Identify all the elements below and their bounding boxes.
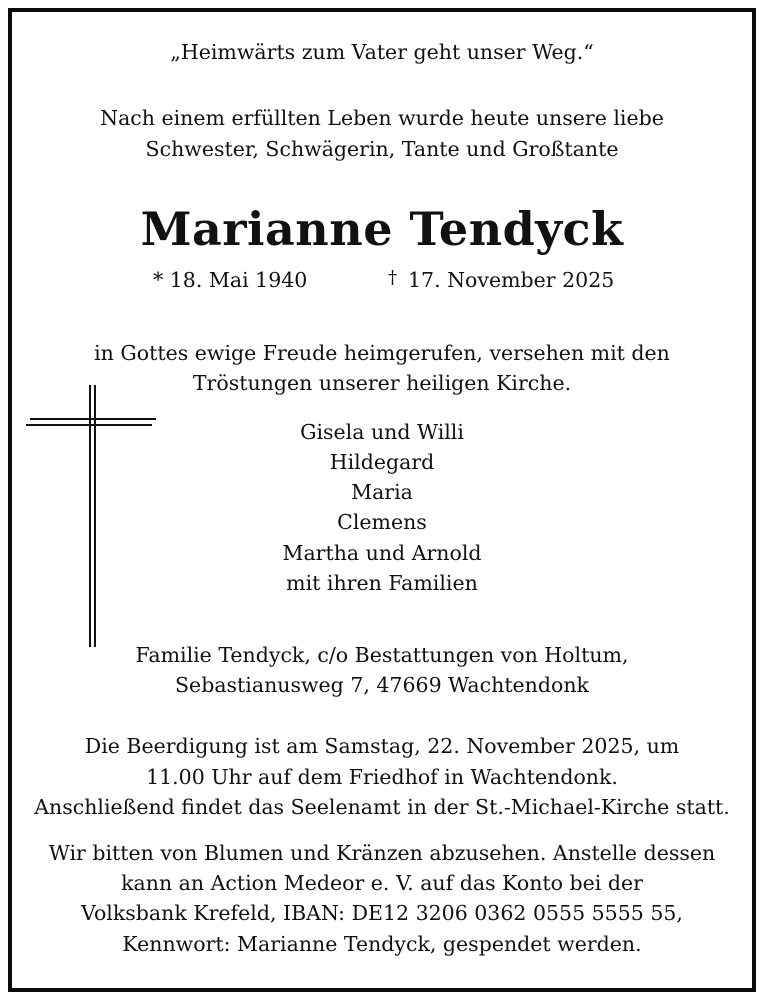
quote: „Heimwärts zum Vater geht unser Weg.“ — [170, 40, 594, 64]
donation-line: Kennwort: Marianne Tendyck, gespendet werden. — [122, 932, 642, 956]
funeral-line: Anschließend findet das Seelenamt in der St.-Michael-Kirche statt. — [34, 795, 730, 819]
mourner: Hildegard — [329, 450, 435, 474]
mourner: mit ihren Familien — [286, 571, 478, 595]
donation-line: kann an Action Medeor e. V. auf das Konto bei der — [121, 871, 643, 895]
mourner: Martha und Arnold — [282, 541, 482, 565]
mourner: Clemens — [337, 510, 427, 534]
death-date: 17. November 2025 — [408, 268, 615, 292]
mourner: Maria — [351, 480, 413, 504]
address-line: Sebastianusweg 7, 47669 Wachtendonk — [175, 673, 589, 697]
intro-line: Schwester, Schwägerin, Tante und Großtante — [145, 137, 619, 161]
mourner: Gisela und Willi — [300, 420, 464, 444]
birth-date: * 18. Mai 1940 — [153, 268, 308, 292]
deceased-name: Marianne Tendyck — [140, 202, 624, 256]
donation-line: Wir bitten von Blumen und Kränzen abzusehen. Anstelle dessen — [48, 841, 716, 865]
passing-line: Tröstungen unserer heiligen Kirche. — [192, 371, 572, 395]
intro-line: Nach einem erfüllten Leben wurde heute unsere liebe — [100, 106, 664, 130]
funeral-line: Die Beerdigung ist am Samstag, 22. November 2025, um — [84, 734, 680, 758]
funeral-line: 11.00 Uhr auf dem Friedhof in Wachtendonk. — [146, 765, 618, 789]
passing-line: in Gottes ewige Freude heimgerufen, versehen mit den — [94, 341, 670, 365]
address-line: Familie Tendyck, c/o Bestattungen von Holtum, — [135, 643, 629, 667]
death-cross-icon: † — [388, 267, 397, 288]
donation-line: Volksbank Krefeld, IBAN: DE12 3206 0362 0555 5555 55, — [81, 901, 683, 925]
